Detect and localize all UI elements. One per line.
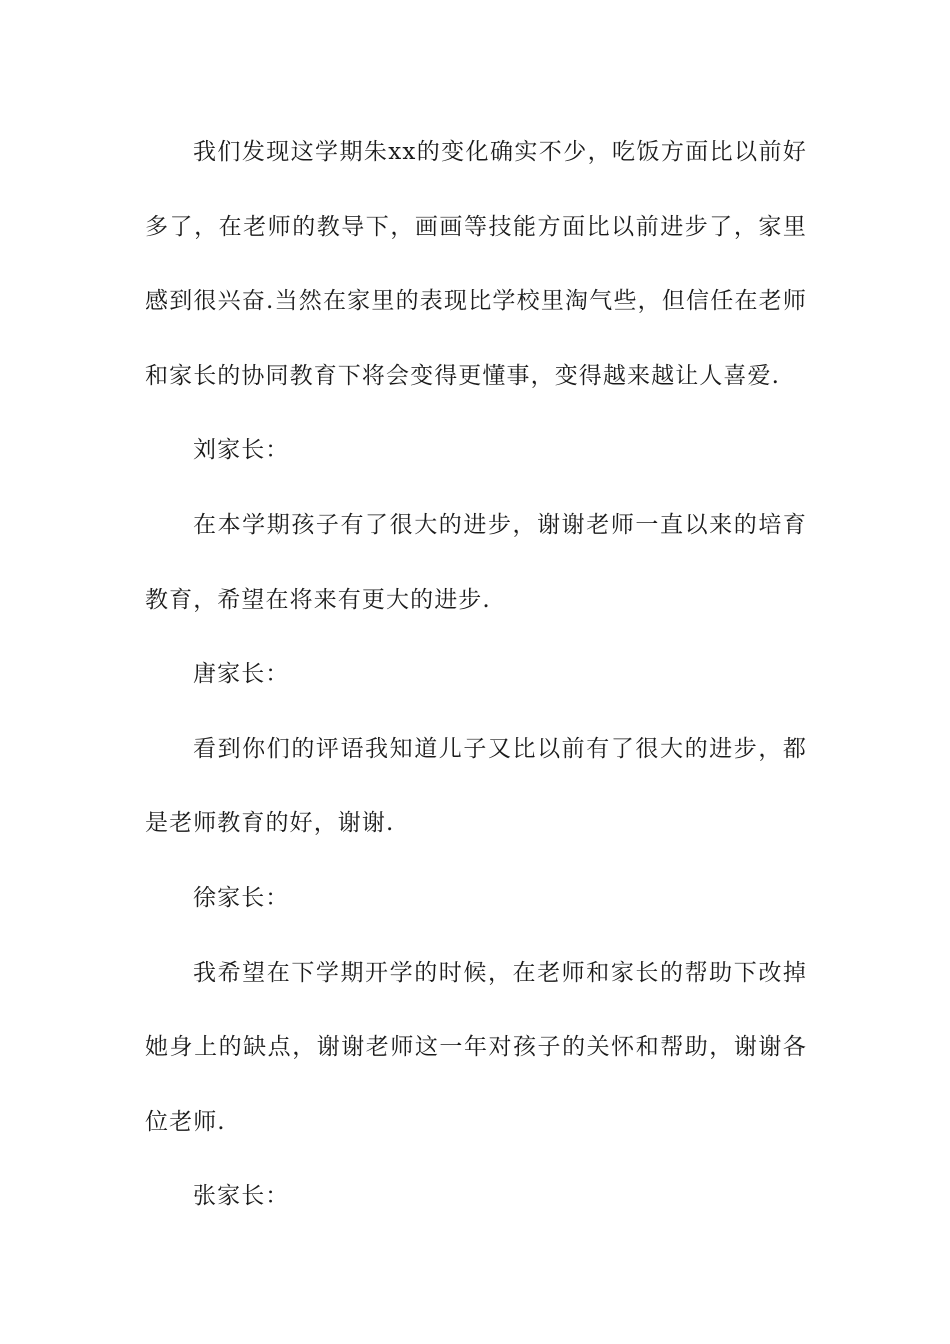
document-body [145,115,807,1234]
paragraph-liu-feedback: 在本学期孩子有了很大的进步，谢谢老师一直以来的培育教育，希望在将来有更大的进步. [145,511,807,613]
speaker-liu: 刘家长： [193,437,290,464]
paragraph-tang-feedback: 看到你们的评语我知道儿子又比以前有了很大的进步，都是老师教育的好，谢谢. [145,735,807,837]
speaker-tang: 唐家长： [193,661,290,688]
speaker-zhang: 张家长： [193,1183,290,1210]
paragraph-zhu-feedback: 我们发现这学期朱xx的变化确实不少，吃饭方面比以前好多了，在老师的教导下，画画等技能方面比以前进步了，家里感到很兴奋.当然在家里的表现比学校里淘气些，但信任在老师和家长的协同教育下将会变得更懂事，变得越来越让人喜爱. [145,139,807,389]
speaker-xu: 徐家长： [193,884,290,911]
paragraph-xu-feedback: 我希望在下学期开学的时候，在老师和家长的帮助下改掉她身上的缺点，谢谢老师这一年对孩子的关怀和帮助，谢谢各位老师. [145,959,807,1135]
